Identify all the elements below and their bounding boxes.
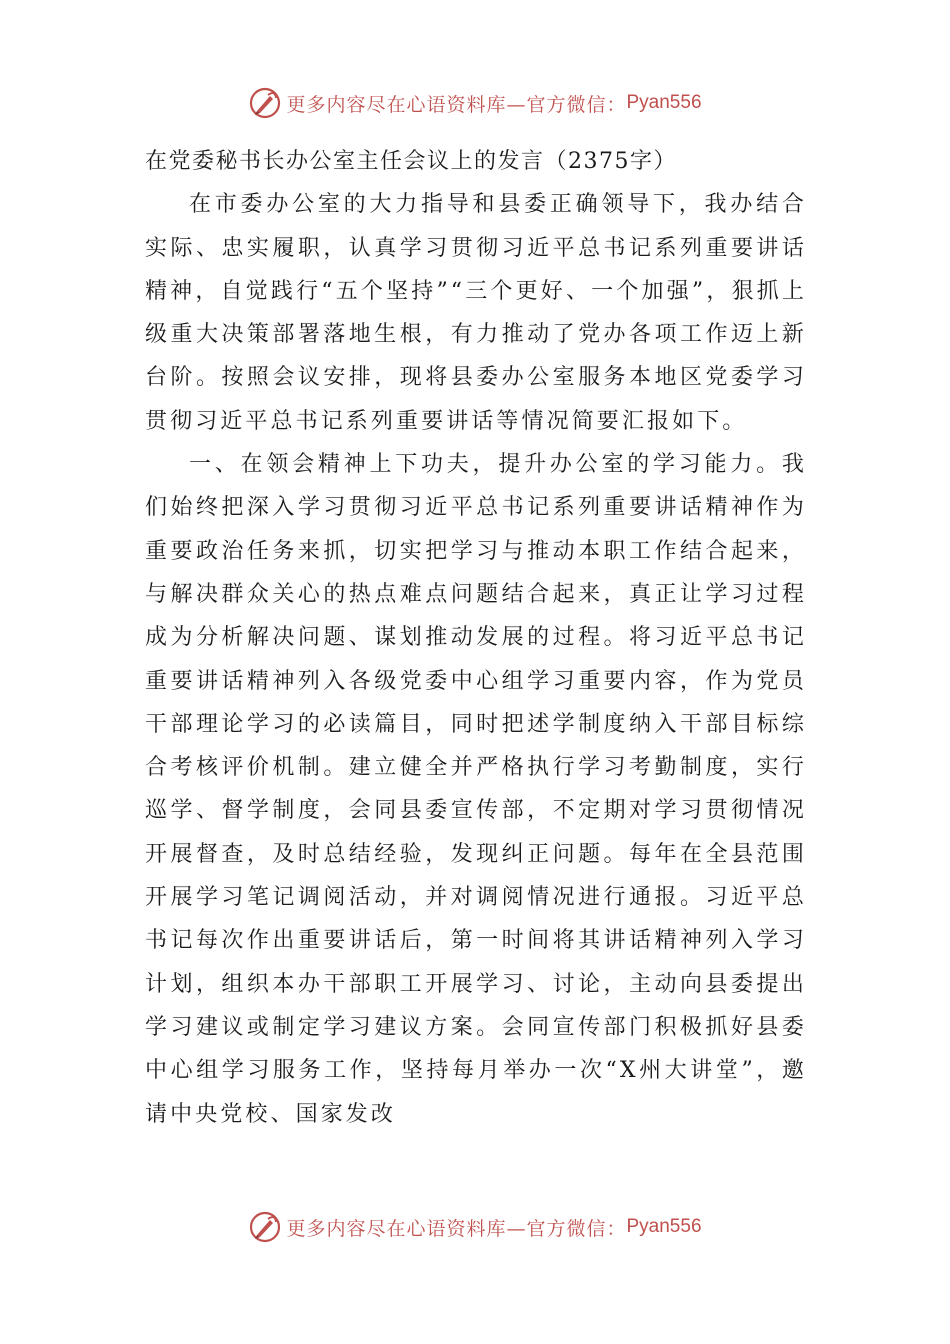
watermark-wechat-id: Pyan556: [626, 92, 702, 113]
header-watermark: [0, 83, 950, 123]
paragraph-section-one: 一、在领会精神上下功夫，提升办公室的学习能力。我们始终把深入学习贯彻习近平总书记系列重要讲话精神作为重要政治任务来抓，切实把学习与推动本职工作结合起来，与解决群众关心的热点难点问题结合起来，真正让学习过程成为分析解决问题、谋划推动发展的过程。将习近平总书记重要讲话精神列入各级党委中心组学习重要内容，作为党员干部理论学习的必读篇目，同时把述学制度纳入干部目标综合考核评价机制。建立健全并严格执行学习考勤制度，实行巡学、督学制度，会同县委宣传部，不定期对学习贯彻情况开展督查，及时总结经验，发现纠正问题。每年在全县范围开展学习笔记调阅活动，并对调阅情况进行通报。习近平总书记每次作出重要讲话后，第一时间将其讲话精神列入学习计划，组织本办干部职工开展学习、讨论，主动向县委提出学习建议或制定学习建议方案。会同宣传部门积极抓好县委中心组学习服务工作，坚持每月举办一次“X州大讲堂”，邀请中央党校、国家发改: [145, 452, 807, 1127]
paragraph-intro: 在市委办公室的大力指导和县委正确领导下，我办结合实际、忠实履职，认真学习贯彻习近平总书记系列重要讲话精神，自觉践行“五个坚持”“三个更好、一个加强”，狠抓上级重大决策部署落地生根，有力推动了党办各项工作迈上新台阶。按照会议安排，现将县委办公室服务本地区党委学习贯彻习近平总书记系列重要讲话等情况简要汇报如下。: [145, 192, 807, 434]
document-body: [145, 140, 807, 1136]
watermark-text: 更多内容尽在心语资料库—官方微信：: [286, 93, 627, 116]
footer-watermark: [0, 1207, 950, 1247]
pen-logo-icon: [248, 86, 282, 120]
pen-logo-icon: [248, 1210, 282, 1244]
document-title: 在党委秘书长办公室主任会议上的发言（2375字）: [145, 149, 677, 174]
watermark-wechat-id: Pyan556: [626, 1216, 702, 1237]
watermark-text: 更多内容尽在心语资料库—官方微信：: [286, 1217, 627, 1240]
